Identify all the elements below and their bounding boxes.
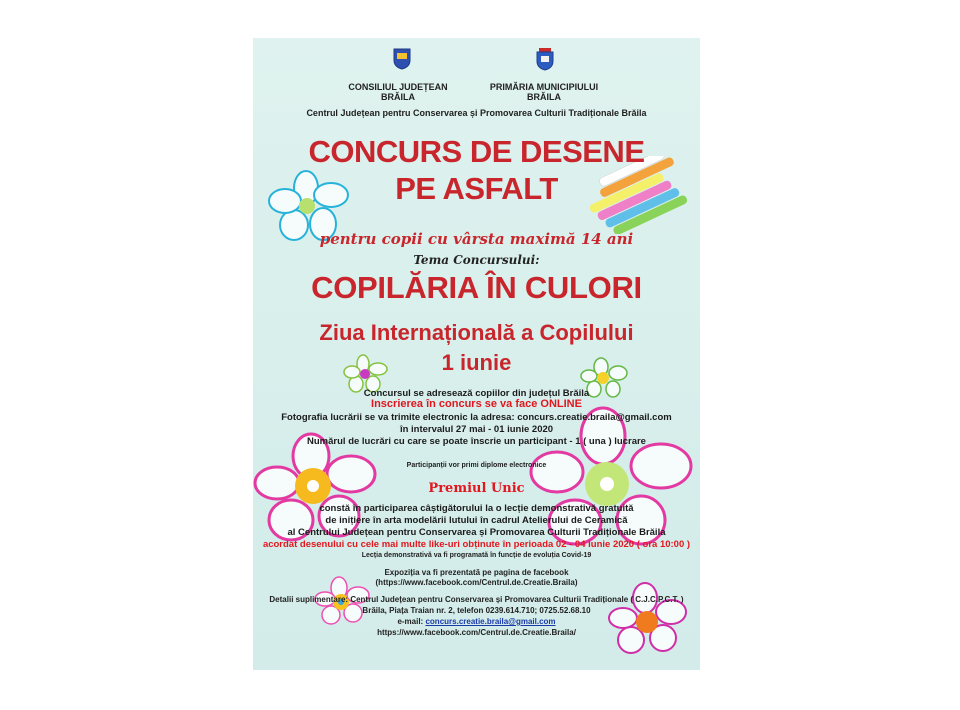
address-phone-text: Brăila, Piața Traian nr. 2, telefon 0239.614.710; 0725.52.68.10 (362, 606, 591, 615)
poster (253, 38, 700, 670)
age-subtitle: pentru copii cu vârsta maximă 14 ani (319, 230, 634, 248)
prize-title: Premiul Unic (428, 481, 525, 496)
email-label: e-mail: (397, 617, 424, 626)
city-crest-icon (536, 47, 554, 69)
title-line2: PE ASFALT (395, 171, 558, 206)
occasion-date: 1 iunie (441, 350, 512, 375)
cultural-center-label: Centrul Județean pentru Conservarea și Promovarea Culturii Tradiționale Brăila (306, 108, 647, 118)
prize-criteria-text: acordat desenului cu cele mai multe like-uri obținute în perioada 02 - 04 iunie 2020 ( ora 10:00 ) (262, 539, 691, 550)
submission-interval-text: în intervalul 27 mai - 01 iunie 2020 (399, 424, 554, 435)
facebook-link[interactable]: https://www.facebook.com/Centrul.de.Creatie.Braila/ (377, 628, 576, 637)
prize-line2: de inițiere în arta modelării lutului în cadrul Atelierului de Ceramică (325, 515, 628, 526)
occasion-title: Ziua Internațională a Copilului (319, 320, 634, 345)
email-line (253, 617, 700, 626)
email-link[interactable]: concurs.creatie.braila@gmail.com (425, 617, 556, 626)
online-registration-text: Inscrierea în concurs se va face ONLINE (371, 398, 582, 410)
prize-line3: al Centrului Județean pentru Conservarea și Promovarea Culturii Tradiționale Brăila (287, 527, 666, 538)
entries-limit-text: Numărul de lucrări cu care se poate înscrie un participant - 1 ( una ) lucrare (307, 436, 646, 447)
county-crest-icon (393, 48, 411, 70)
theme-label: Tema Concursului: (413, 253, 540, 267)
covid-note: Lecția demonstrativă va fi programată în funcție de evoluția Covid-19 (361, 552, 592, 559)
county-council-label: CONSILIUL JUDEȚEAN BRĂILA (348, 82, 448, 102)
theme-title: COPILĂRIA ÎN CULORI (311, 270, 642, 305)
title-line1: CONCURS DE DESENE (308, 134, 645, 169)
city-hall-label: PRIMĂRIA MUNICIPIULUI BRĂILA (489, 82, 599, 102)
prize-line1: constă în participarea câștigătorului la o lecție demonstrativă gratuită (319, 503, 634, 514)
exhibition-link[interactable]: (https://www.facebook.com/Centrul.de.Creatie.Braila) (375, 578, 578, 587)
exhibition-text: Expoziția va fi prezentată pe pagina de facebook (384, 568, 569, 577)
eligibility-text: Concursul se adresează copiilor din județul Brăila (363, 388, 590, 399)
details-text: Detalii suplimentare: Centrul Județean pentru Conservarea și Promovarea Culturii Tradiționale ( C.J.C.P.C.T. ) (269, 595, 684, 604)
diplomas-text: Participanții vor primi diplome electronice (406, 462, 547, 469)
submission-email-text: Fotografia lucrării se va trimite electronic la adresa: concurs.creatie.braila@gmail.com (281, 412, 672, 423)
